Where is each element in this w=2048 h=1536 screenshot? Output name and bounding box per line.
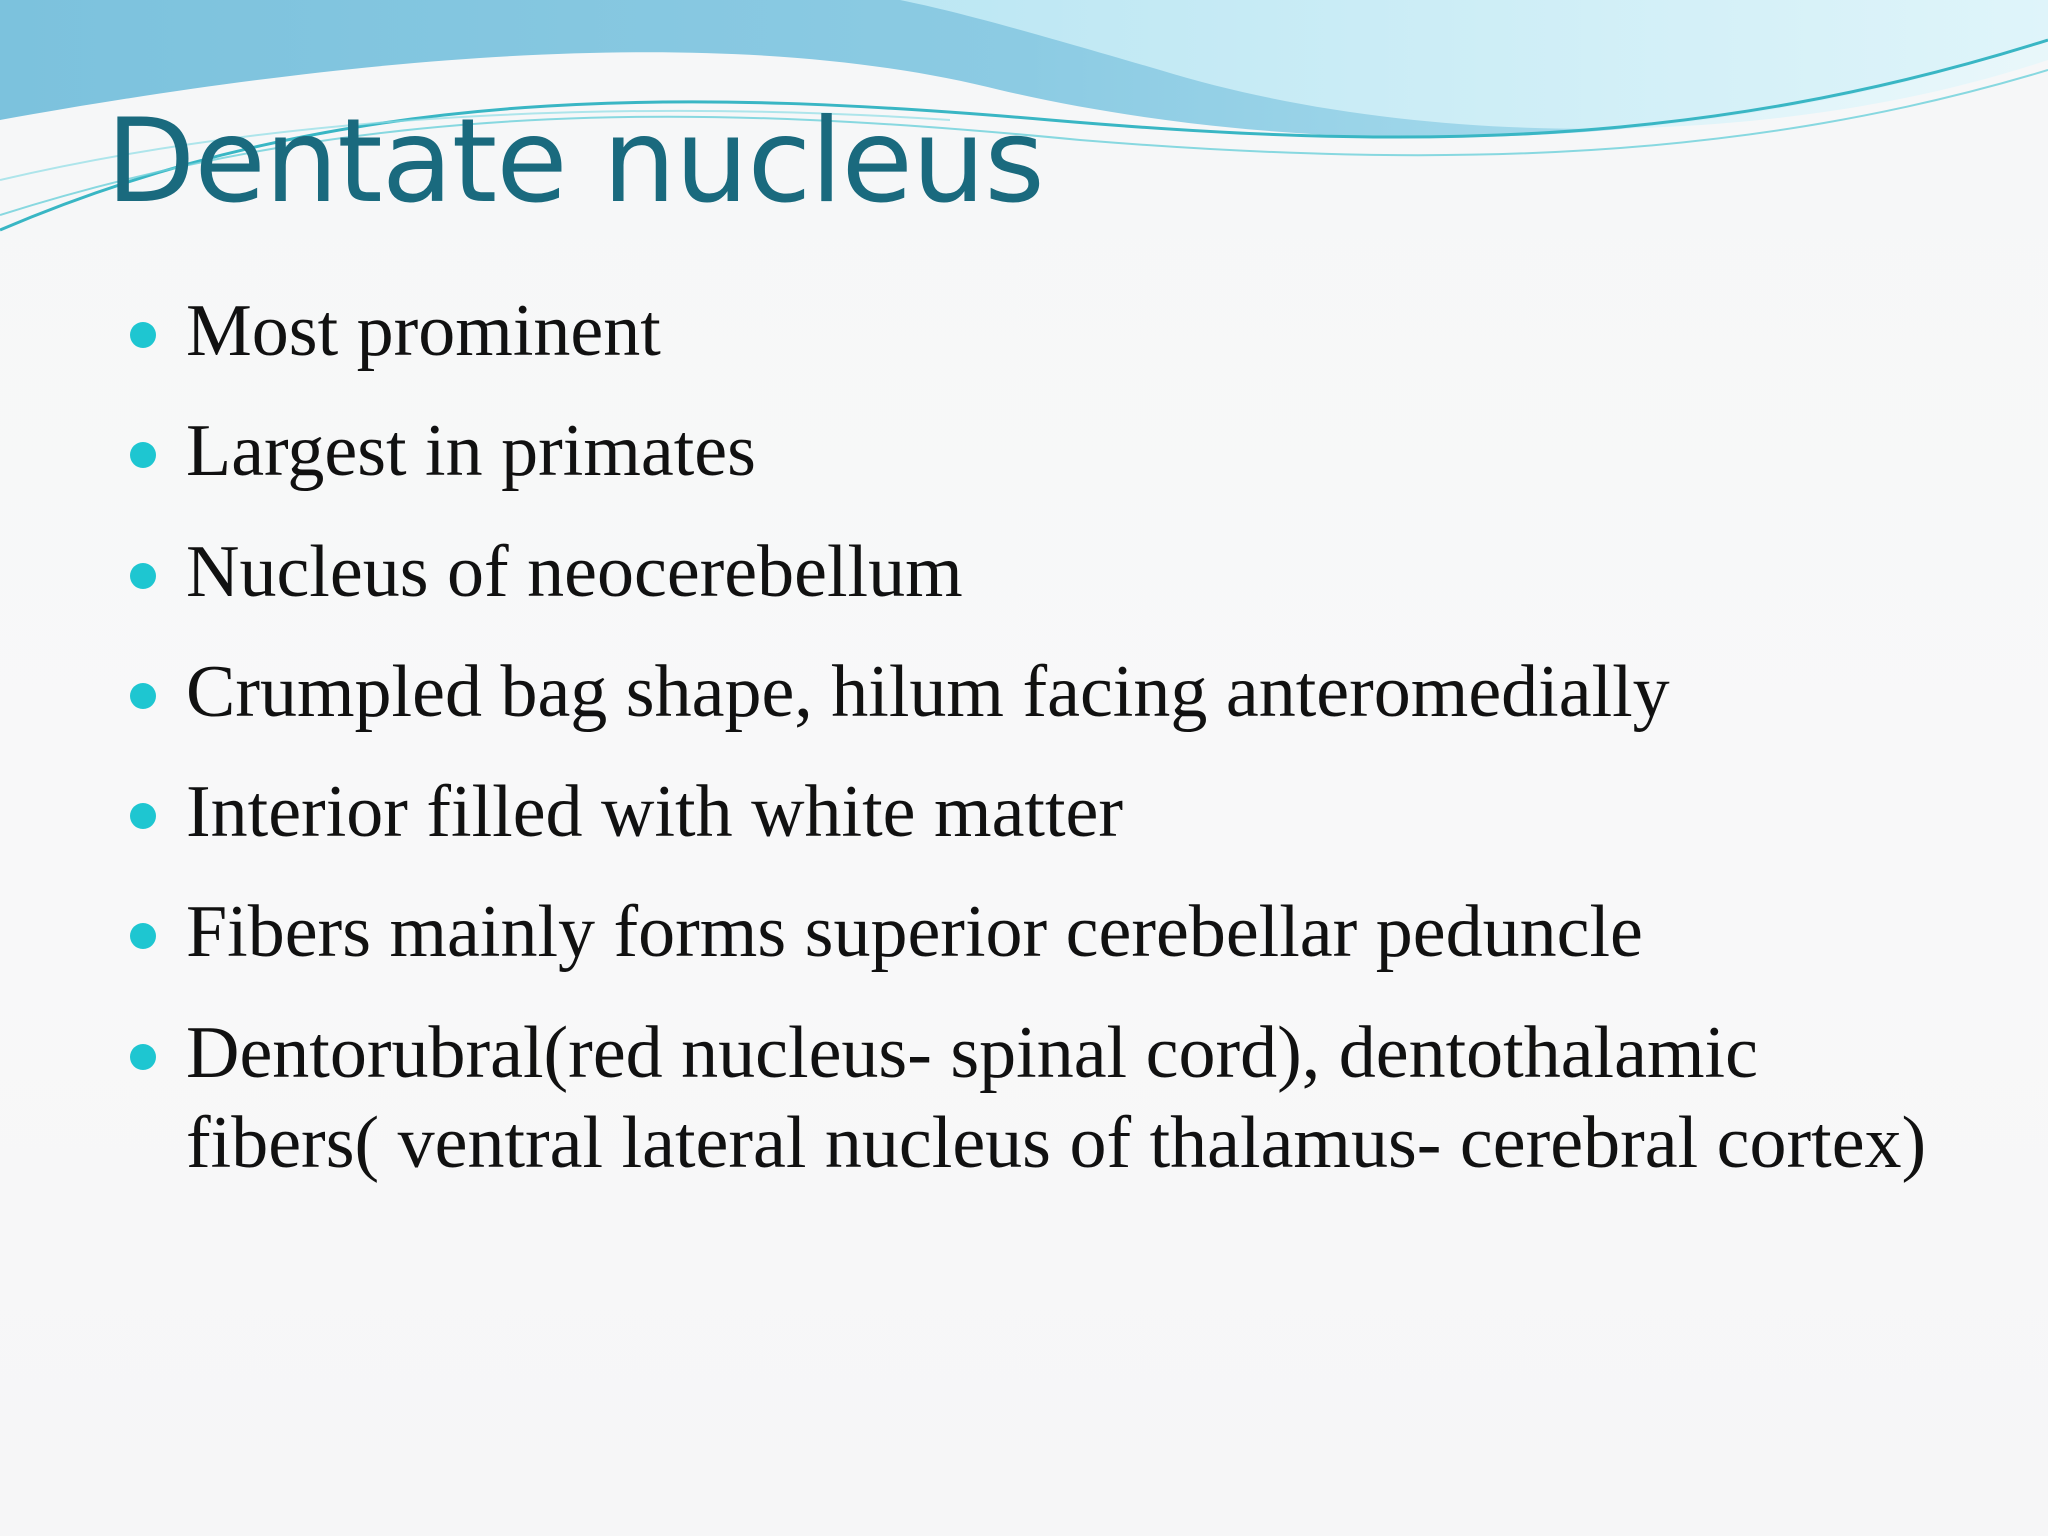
bullet-dot-icon [130, 803, 156, 829]
bullet-item [126, 286, 1946, 376]
bullet-list [126, 286, 1946, 1218]
bullet-item [126, 767, 1946, 857]
bullet-text: Most prominent [186, 290, 661, 372]
bullet-item [126, 887, 1946, 977]
bullet-dot-icon [130, 563, 156, 589]
bullet-dot-icon [130, 683, 156, 709]
bullet-item [126, 647, 1946, 737]
bullet-dot-icon [130, 1044, 156, 1070]
bullet-item [126, 406, 1946, 496]
bullet-text: Nucleus of neocerebellum [186, 530, 963, 613]
bullet-item [126, 1008, 1946, 1189]
bullet-text: Fibers mainly forms superior cerebellar peduncle [186, 891, 1643, 974]
bullet-text: Dentorubral(red nucleus- spinal cord), dentothalamic fibers( ventral lateral nucleus of thalamus- cerebral cortex) [186, 1011, 1927, 1184]
bullet-text: Largest in primates [186, 410, 756, 493]
bullet-text: Crumpled bag shape, hilum facing anteromedially [186, 650, 1670, 733]
bullet-dot-icon [130, 442, 156, 468]
bullet-item [126, 527, 1946, 617]
bullet-dot-icon [130, 923, 156, 949]
bullet-text: Interior filled with white matter [186, 771, 1124, 854]
slide-title: Dentate nucleus [106, 94, 1044, 229]
bullet-dot-icon [130, 322, 156, 348]
